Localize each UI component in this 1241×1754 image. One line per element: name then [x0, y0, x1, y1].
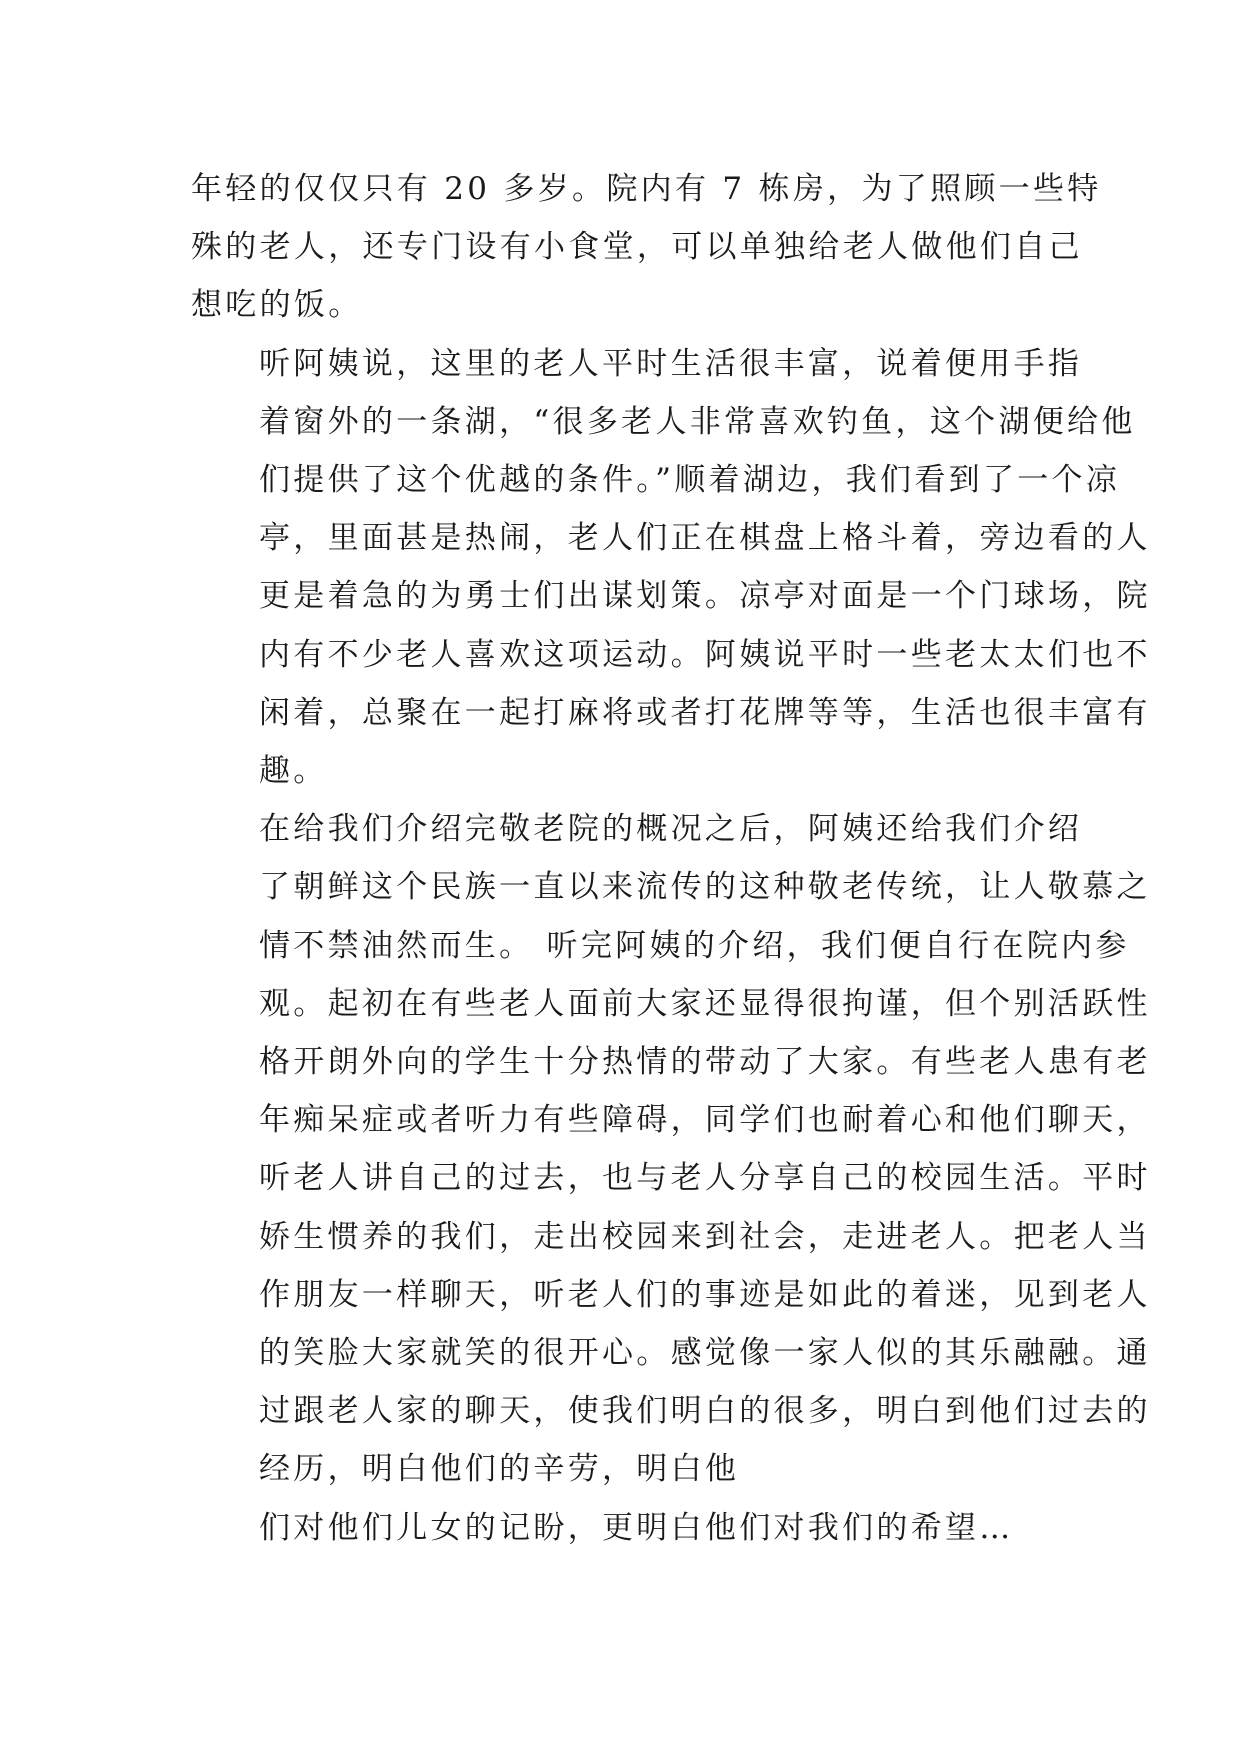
text-line: 格开朗外向的学生十分热情的带动了大家。有些老人患有老 — [259, 1044, 1151, 1081]
text-line: 趣。 — [259, 753, 328, 790]
text-line: 听阿姨说，这里的老人平时生活很丰富，说着便用手指 — [259, 345, 1083, 382]
text-line: 情不禁油然而生。 听完阿姨的介绍，我们便自行在院内参 — [259, 927, 1130, 964]
text-line: 过跟老人家的聊天，使我们明白的很多，明白到他们过去的 — [259, 1393, 1151, 1430]
text-line: 经历，明白他们的辛劳，明白他 — [259, 1451, 740, 1488]
text-line: 的笑脸大家就笑的很开心。感觉像一家人似的其乐融融。通 — [259, 1335, 1151, 1372]
text-line: 观。起初在有些老人面前大家还显得很拘谨，但个别活跃性 — [259, 985, 1151, 1022]
body-text — [191, 160, 1151, 1557]
text-line: 亭，里面甚是热闹，老人们正在棋盘上格斗着，旁边看的人 — [259, 520, 1151, 557]
paragraph-2 — [191, 335, 1151, 801]
text-line: 年轻的仅仅只有 20 多岁。院内有 7 栋房，为了照顾一些特 — [191, 171, 1102, 207]
text-line: 闲着，总聚在一起打麻将或者打花牌等等，生活也很丰富有 — [259, 694, 1151, 731]
paragraph-4 — [191, 1499, 1071, 1557]
text-line: 想吃的饭。 — [191, 287, 363, 324]
text-line: 听老人讲自己的过去，也与老人分享自己的校园生活。平时 — [259, 1160, 1151, 1197]
text-line: 们对他们儿女的记盼，更明白他们对我们的希望… — [259, 1509, 1014, 1546]
text-line: 年痴呆症或者听力有些障碍，同学们也耐着心和他们聊天， — [259, 1102, 1151, 1139]
text-line: 娇生惯养的我们，走出校园来到社会，走进老人。把老人当 — [259, 1218, 1151, 1255]
text-line: 了朝鲜这个民族一直以来流传的这种敬老传统，让人敬慕之 — [259, 869, 1151, 906]
paragraph-3 — [191, 800, 1151, 1498]
text-line: 们提供了这个优越的条件。”顺着湖边，我们看到了一个凉 — [259, 462, 1121, 499]
text-line: 着窗外的一条湖，“很多老人非常喜欢钓鱼，这个湖便给他 — [259, 403, 1136, 440]
text-line: 殊的老人，还专门设有小食堂，可以单独给老人做他们自己 — [191, 229, 1083, 266]
text-line: 在给我们介绍完敬老院的概况之后，阿姨还给我们介绍 — [259, 811, 1083, 848]
text-line: 作朋友一样聊天，听老人们的事迹是如此的着迷，见到老人 — [259, 1276, 1151, 1313]
text-line: 更是着急的为勇士们出谋划策。凉亭对面是一个门球场，院 — [259, 578, 1151, 615]
paragraph-1 — [191, 160, 1102, 335]
text-line: 内有不少老人喜欢这项运动。阿姨说平时一些老太太们也不 — [259, 636, 1151, 673]
